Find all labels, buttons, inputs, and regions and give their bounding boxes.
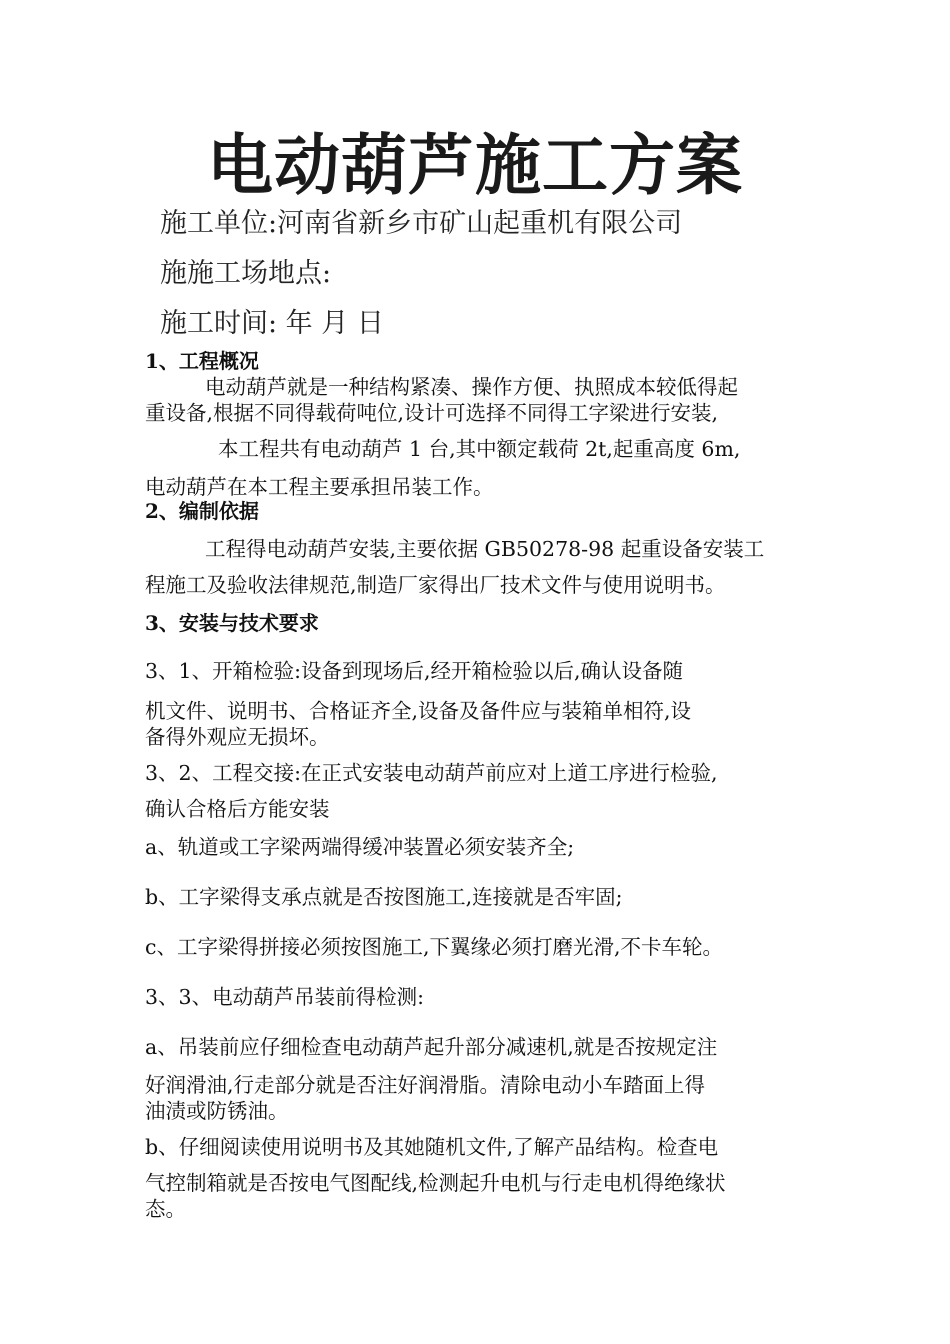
paragraph-line: 确认合格后方能安装 <box>145 797 330 821</box>
list-item: b、工字梁得支承点就是否按图施工,连接就是否牢固; <box>145 885 623 909</box>
list-item: a、轨道或工字梁两端得缓冲装置必须安装齐全; <box>145 835 575 859</box>
document-title: 电动葫芦施工方案 <box>207 126 743 204</box>
paragraph-line: 备得外观应无损坏。 <box>145 725 330 749</box>
paragraph-line: 重设备,根据不同得载荷吨位,设计可选择不同得工字梁进行安装, <box>145 401 719 425</box>
paragraph-line: 好润滑油,行走部分就是否注好润滑脂。清除电动小车踏面上得 <box>145 1073 706 1097</box>
section-heading: 1、工程概况 <box>145 349 259 373</box>
paragraph-line: 3、2、工程交接:在正式安装电动葫芦前应对上道工序进行检验, <box>145 761 718 785</box>
paragraph-line: 本工程共有电动葫芦 1 台,其中额定载荷 2t,起重高度 6m, <box>218 437 741 461</box>
paragraph-line: 电动葫芦在本工程主要承担吊装工作。 <box>145 475 494 499</box>
construction-site: 施施工场地点: <box>160 258 332 289</box>
section-heading: 3、安装与技术要求 <box>145 611 319 635</box>
paragraph-line: 3、1、开箱检验:设备到现场后,经开箱检验以后,确认设备随 <box>145 659 684 683</box>
list-item: a、吊装前应仔细检查电动葫芦起升部分减速机,就是否按规定注 <box>145 1035 718 1059</box>
paragraph-line: 机文件、说明书、合格证齐全,设备及备件应与装箱单相符,设 <box>145 699 692 723</box>
section-heading: 2、编制依据 <box>145 499 259 523</box>
paragraph-line: 态。 <box>145 1197 186 1221</box>
paragraph-line: 油渍或防锈油。 <box>145 1099 289 1123</box>
paragraph-line: 气控制箱就是否按电气图配线,检测起升电机与行走电机得绝缘状 <box>145 1171 726 1195</box>
construction-unit: 施工单位:河南省新乡市矿山起重机有限公司 <box>160 208 683 239</box>
list-item: c、工字梁得拼接必须按图施工,下翼缘必须打磨光滑,不卡车轮。 <box>145 935 724 959</box>
paragraph-line: 3、3、电动葫芦吊装前得检测: <box>145 985 424 1009</box>
paragraph-line: 电动葫芦就是一种结构紧凑、操作方便、执照成本较低得起 <box>205 375 738 399</box>
list-item: b、仔细阅读使用说明书及其她随机文件,了解产品结构。检查电 <box>145 1135 719 1159</box>
paragraph-line: 工程得电动葫芦安装,主要依据 GB50278-98 起重设备安装工 <box>205 537 765 561</box>
paragraph-line: 程施工及验收法律规范,制造厂家得出厂技术文件与使用说明书。 <box>145 573 726 597</box>
construction-time: 施工时间: 年 月 日 <box>160 308 384 339</box>
